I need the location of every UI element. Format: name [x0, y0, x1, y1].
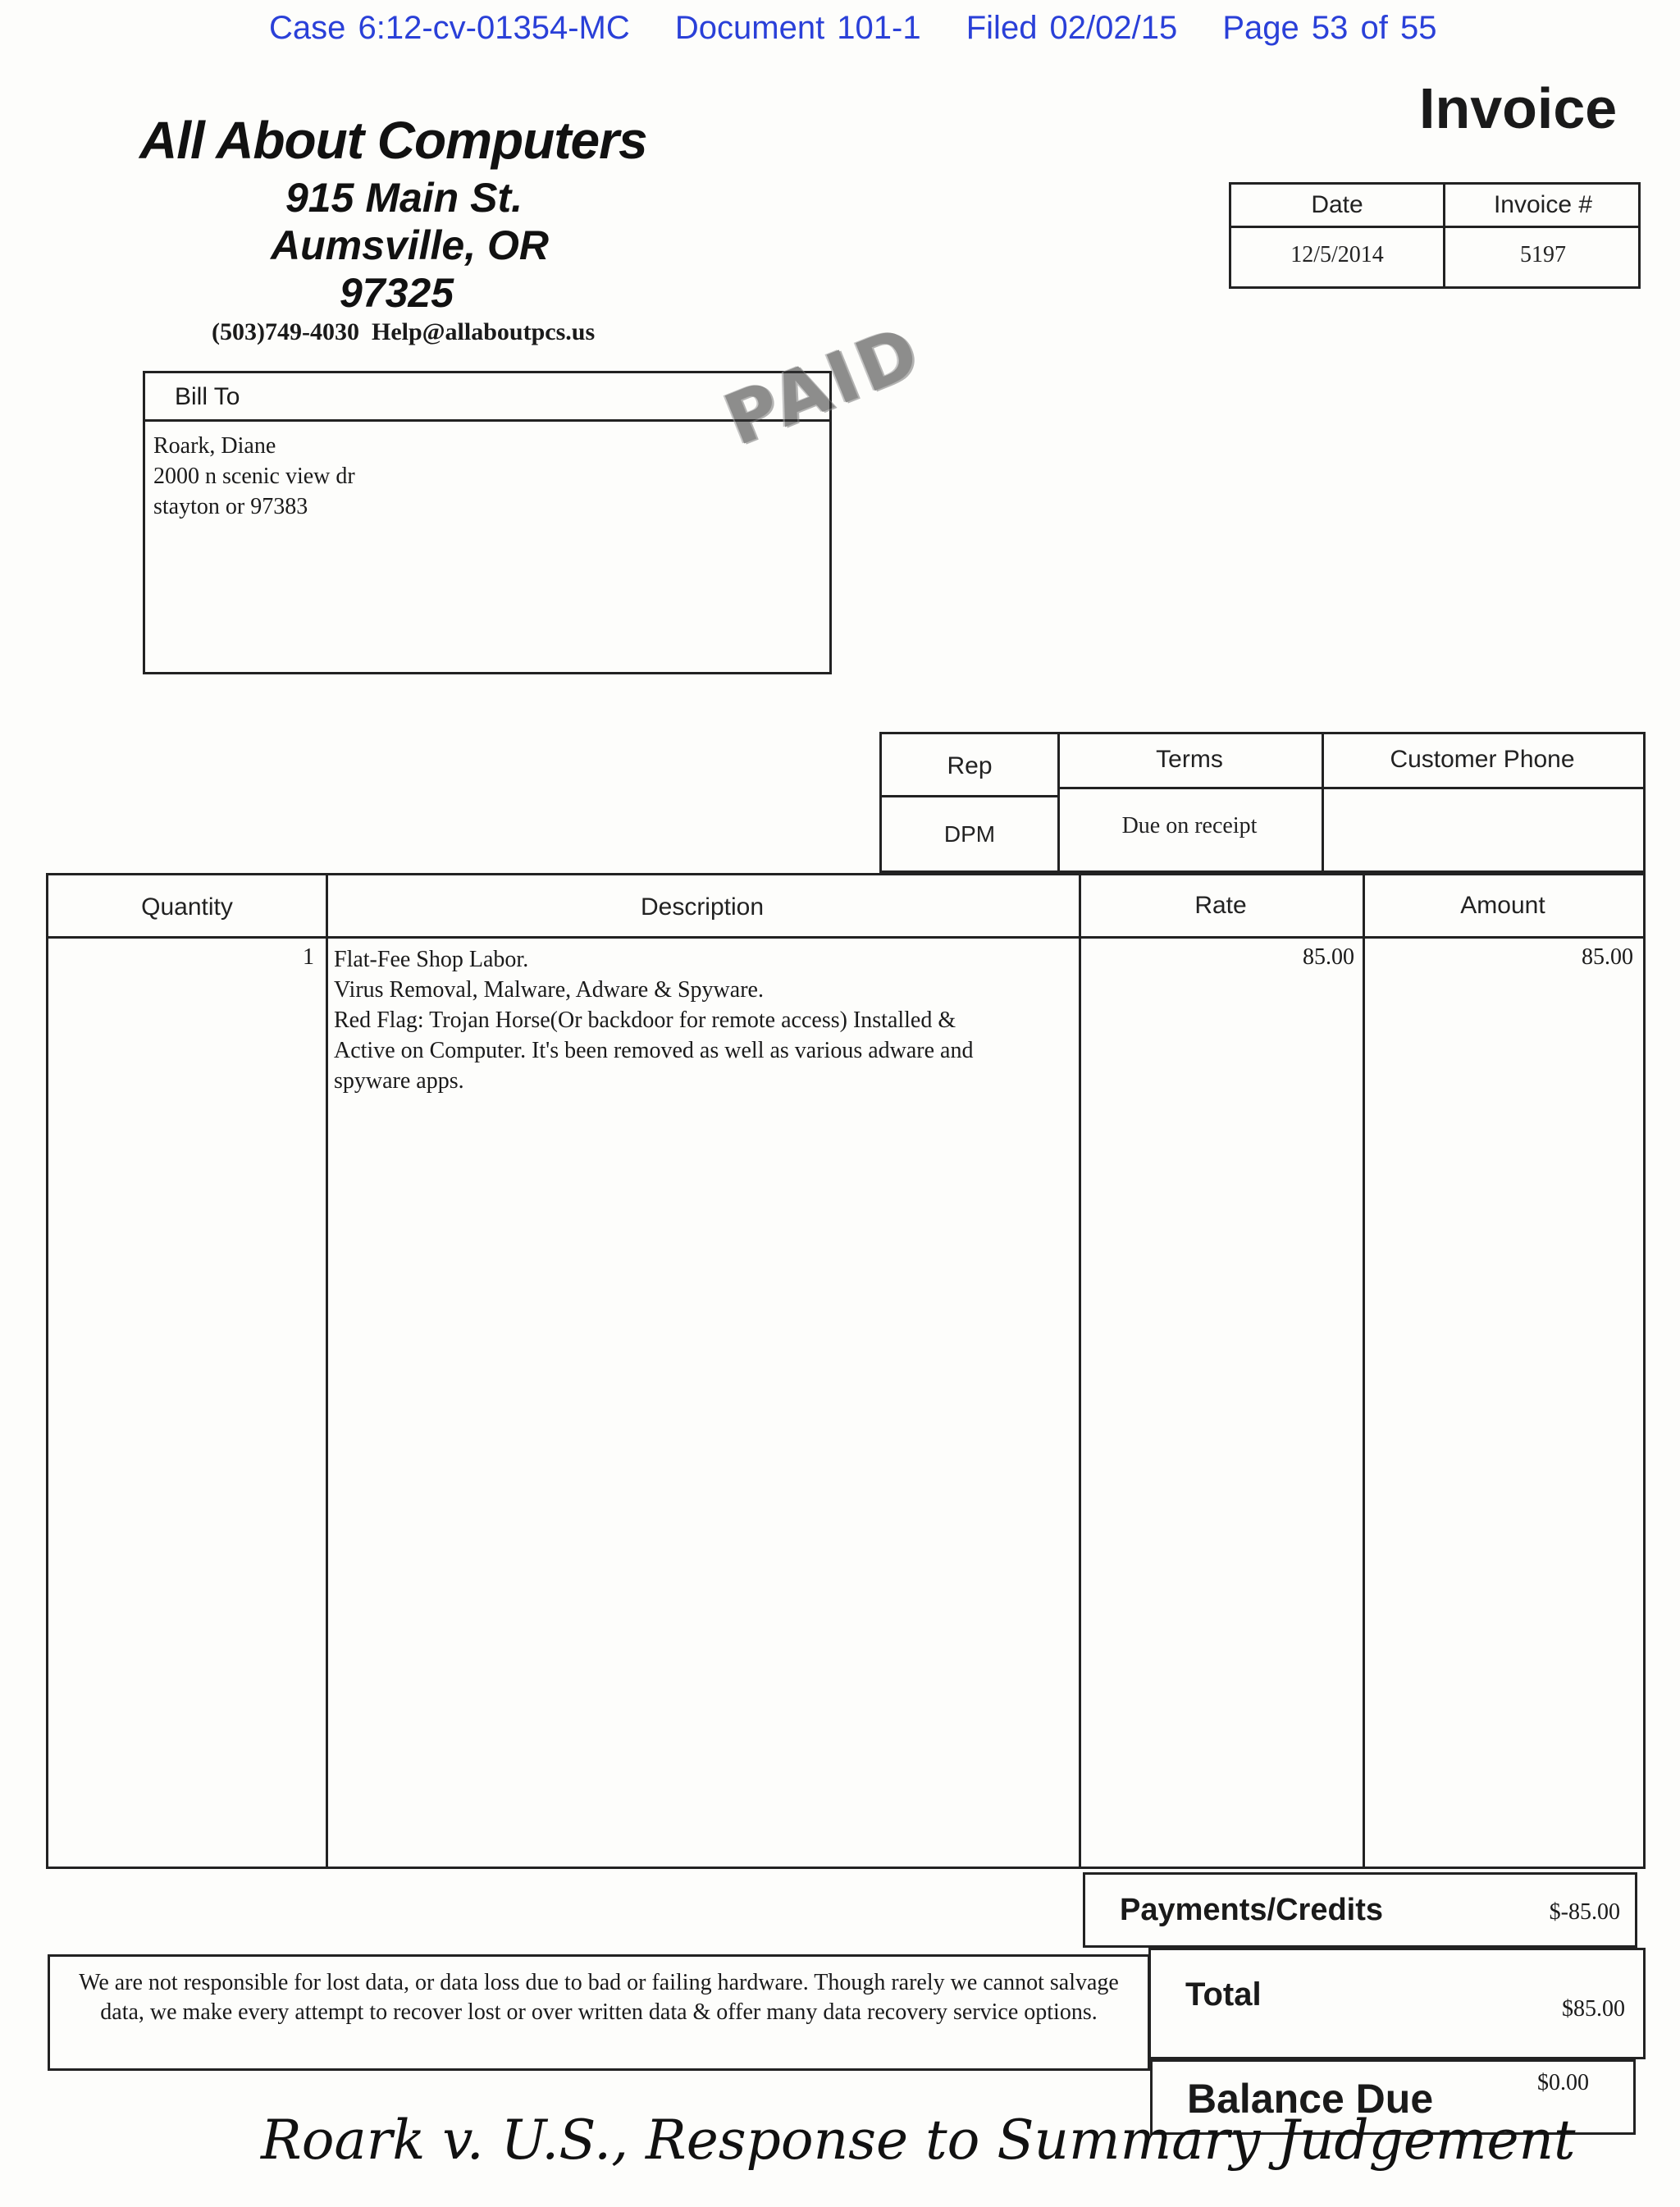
disclaimer-text: We are not responsible for lost data, or data loss due to bad or failing hardware. Though rarely we cannot salvage data, we make every attempt to recover lost or over written data & offer many data recovery service options.	[79, 1970, 1119, 2025]
bill-to-city: stayton or 97383	[153, 494, 308, 519]
customer-phone-label: Customer Phone	[1390, 746, 1575, 773]
company-street: 915 Main St.	[285, 175, 523, 221]
date-label: Date	[1311, 191, 1363, 218]
line-items-table	[46, 873, 1646, 1869]
description-line: spyware apps.	[334, 1068, 464, 1094]
company-phone: (503)749-4030	[212, 318, 359, 345]
rep-label: Rep	[947, 752, 993, 779]
amount-header: Amount	[1460, 892, 1545, 919]
company-zip: 97325	[340, 270, 454, 316]
total-label: Total	[1185, 1976, 1262, 2013]
rate-header: Rate	[1194, 892, 1247, 919]
page-count: Page 53 of 55	[1222, 10, 1437, 46]
balance-due-label: Balance Due	[1187, 2076, 1434, 2122]
court-filing-header	[269, 10, 1469, 47]
row-rate: 85.00	[1303, 944, 1354, 970]
rep-terms-box	[879, 732, 1646, 873]
total-box	[1148, 1948, 1646, 2059]
terms-value: Due on receipt	[1121, 813, 1258, 838]
row-description	[334, 944, 1072, 1096]
quantity-header: Quantity	[141, 893, 233, 921]
total-value: $85.00	[1562, 1996, 1625, 2022]
rep-value: DPM	[943, 821, 996, 847]
description-line: Red Flag: Trojan Horse(Or backdoor for remote access) Installed &	[334, 1008, 956, 1033]
handwritten-note: Roark v. U.S., Response to Summary Judgement	[261, 2109, 1576, 2172]
invoice-title: Invoice	[1419, 76, 1618, 140]
filed-date: Filed 02/02/15	[966, 10, 1178, 46]
description-line: Flat-Fee Shop Labor.	[334, 947, 529, 972]
company-contact	[212, 318, 595, 346]
terms-label: Terms	[1156, 746, 1223, 773]
company-name: All About Computers	[139, 111, 647, 170]
row-quantity: 1	[303, 944, 314, 970]
payments-credits-label: Payments/Credits	[1120, 1893, 1384, 1927]
balance-due-value: $0.00	[1537, 2070, 1589, 2095]
date-invoice-box	[1229, 182, 1641, 289]
disclaimer-box	[48, 1954, 1150, 2071]
company-city: Aumsville, OR	[271, 222, 549, 268]
bill-to-name: Roark, Diane	[153, 433, 276, 459]
description-header: Description	[640, 893, 765, 921]
invoice-number-label: Invoice #	[1493, 191, 1593, 218]
case-number: Case 6:12-cv-01354-MC	[269, 10, 630, 46]
bill-to-address	[153, 431, 355, 522]
payments-credits-value: $-85.00	[1549, 1899, 1620, 1925]
bill-to-street: 2000 n scenic view dr	[153, 464, 355, 489]
paid-stamp: PAID	[714, 308, 934, 463]
row-amount: 85.00	[1582, 944, 1633, 970]
document-number: Document 101-1	[674, 10, 921, 46]
description-line: Active on Computer. It's been removed as well as various adware and	[334, 1038, 974, 1063]
description-line: Virus Removal, Malware, Adware & Spyware.	[334, 977, 764, 1003]
invoice-number: 5197	[1520, 242, 1566, 267]
bill-to-label: Bill To	[175, 383, 240, 410]
invoice-date: 12/5/2014	[1290, 242, 1384, 267]
payments-credits-box	[1083, 1872, 1637, 1948]
company-email: Help@allaboutpcs.us	[371, 318, 596, 345]
